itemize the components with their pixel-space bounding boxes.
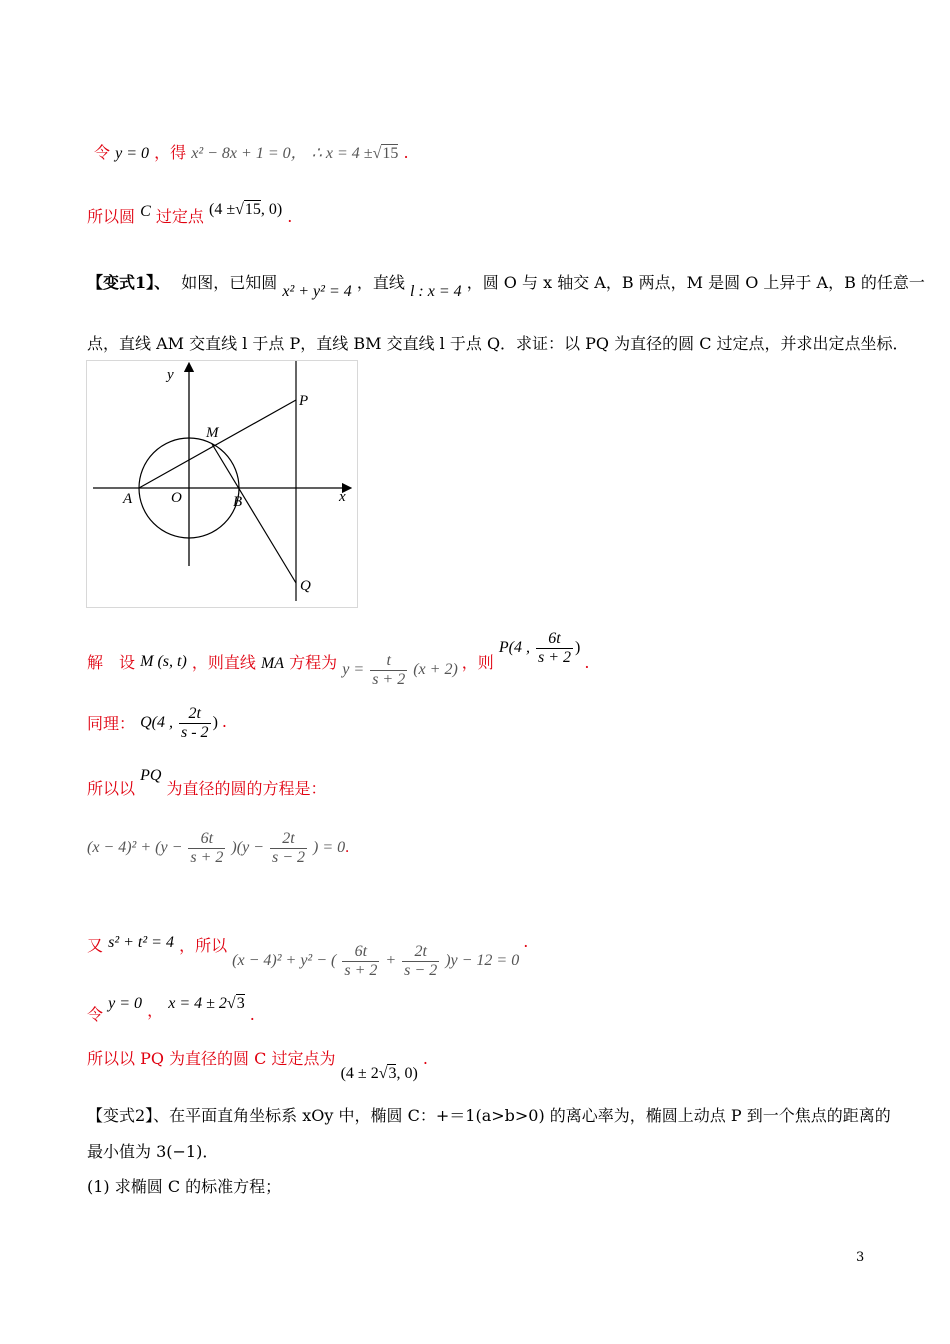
- line-mq: [212, 444, 296, 583]
- var-c: C: [140, 203, 151, 220]
- label-o: O: [171, 490, 182, 506]
- eq-root-prefix: ∴ x = 4 ±: [311, 145, 373, 162]
- circle-eq: x² + y² = 4: [282, 283, 352, 300]
- label-m: M: [206, 425, 219, 441]
- x-solution: x = 4 ± 2√3: [168, 995, 245, 1012]
- variant1-heading: 【变式1】、: [87, 273, 171, 292]
- solution-line5: 又 s² + t² = 4 ，所以 (x − 4)² + y² − ( $\frac{6t}{s + 2}$ + $\frac{2t}{s - 2}$ )y − 12 = 0 .: [87, 932, 529, 979]
- label-x: x: [339, 489, 346, 505]
- page-number: 3: [856, 1250, 865, 1265]
- label-y: y: [167, 367, 174, 383]
- eq-quadratic: x² − 8x + 1 = 0，: [191, 145, 307, 162]
- variant2-line2: 最小值为 3(−1)．: [87, 1142, 219, 1161]
- line-ma-eq: y = $\frac{t}{s + 2}$ (x + 2): [342, 652, 458, 688]
- fixed-point: (4 ±√15, 0): [208, 201, 283, 218]
- label-q: Q: [300, 578, 311, 594]
- point-p: P(4 , $\frac{6t}{s + 2}$ ): [498, 630, 581, 666]
- line1: 令 y = 0 ，得 x² − 8x + 1 = 0， ∴ x = 4 ±√15 .: [94, 143, 409, 162]
- label-b: B: [233, 494, 243, 510]
- figure-svg: [87, 361, 357, 607]
- point-m: M (s, t): [140, 653, 187, 671]
- guodingdian-label: 过定点: [155, 207, 204, 226]
- label-a: A: [123, 491, 133, 507]
- solution-line6: 令 y = 0 ， x = 4 ± 2√3 .: [87, 995, 255, 1024]
- fixed-point-final: (4 ± 2√3, 0): [340, 1065, 418, 1082]
- variant1-line1: 【变式1】、 如图，已知圆 x² + y² = 4 ，直线 l : x = 4 ，圆 O 与 x 轴交 A，B 两点，M 是圆 O 上异于 A，B 的任意一: [87, 273, 925, 300]
- eq-root-sqrt: 15: [382, 145, 399, 162]
- dot: .: [287, 207, 293, 226]
- line2: [87, 201, 293, 227]
- geometry-figure: [86, 360, 358, 608]
- point-q: Q(4 , $\frac{2t}{s - 2}$ ): [140, 705, 218, 741]
- variant2-line1: 【变式2】、在平面直角坐标系 xOy 中，椭圆 C：+＝1(a>b>0) 的离心率为，椭圆上动点 P 到一个焦点的距离的: [87, 1106, 891, 1125]
- suoyi-label: 所以圆: [87, 207, 136, 226]
- solution-line3: 所以以 PQ 为直径的圆的方程是：: [87, 767, 327, 798]
- label-p: P: [299, 393, 309, 409]
- solution-line1: 解 设 M (s, t) ，则直线 MA 方程为 y = $\frac{t}{s + 2}$ (x + 2) ，则 P(4 , $\frac{6t}{s + 2}$ ) .: [87, 630, 590, 688]
- eq-y0: y = 0: [115, 145, 150, 162]
- dot: .: [403, 143, 409, 162]
- solution-line7: 所以以 PQ 为直径的圆 C 过定点为 (4 ± 2√3, 0) .: [87, 1049, 428, 1082]
- circle-equation: (x − 4)² + (y − $\frac{6t}{s + 2}$ )(y − $\frac{2t}{s - 2}$ ) = 0.: [87, 830, 350, 866]
- ling-label: 令: [94, 143, 111, 162]
- line-eq: l : x = 4: [409, 283, 462, 300]
- variant1-line2: 点，直线 AM 交直线 l 于点 P，直线 BM 交直线 l 于点 Q．求证：以 PQ 为直径的圆 C 过定点，并求出定点坐标．: [87, 334, 909, 353]
- line-ap: [139, 400, 296, 488]
- variant2-line3: (1) 求椭圆 C 的标准方程；: [87, 1177, 282, 1196]
- solution-line2: 同理： Q(4 , $\frac{2t}{s - 2}$ ) .: [87, 705, 227, 741]
- expanded-equation: (x − 4)² + y² − ( $\frac{6t}{s + 2}$ + $\frac{2t}{s - 2}$ )y − 12 = 0: [232, 943, 520, 979]
- de-label: ，得: [154, 143, 187, 162]
